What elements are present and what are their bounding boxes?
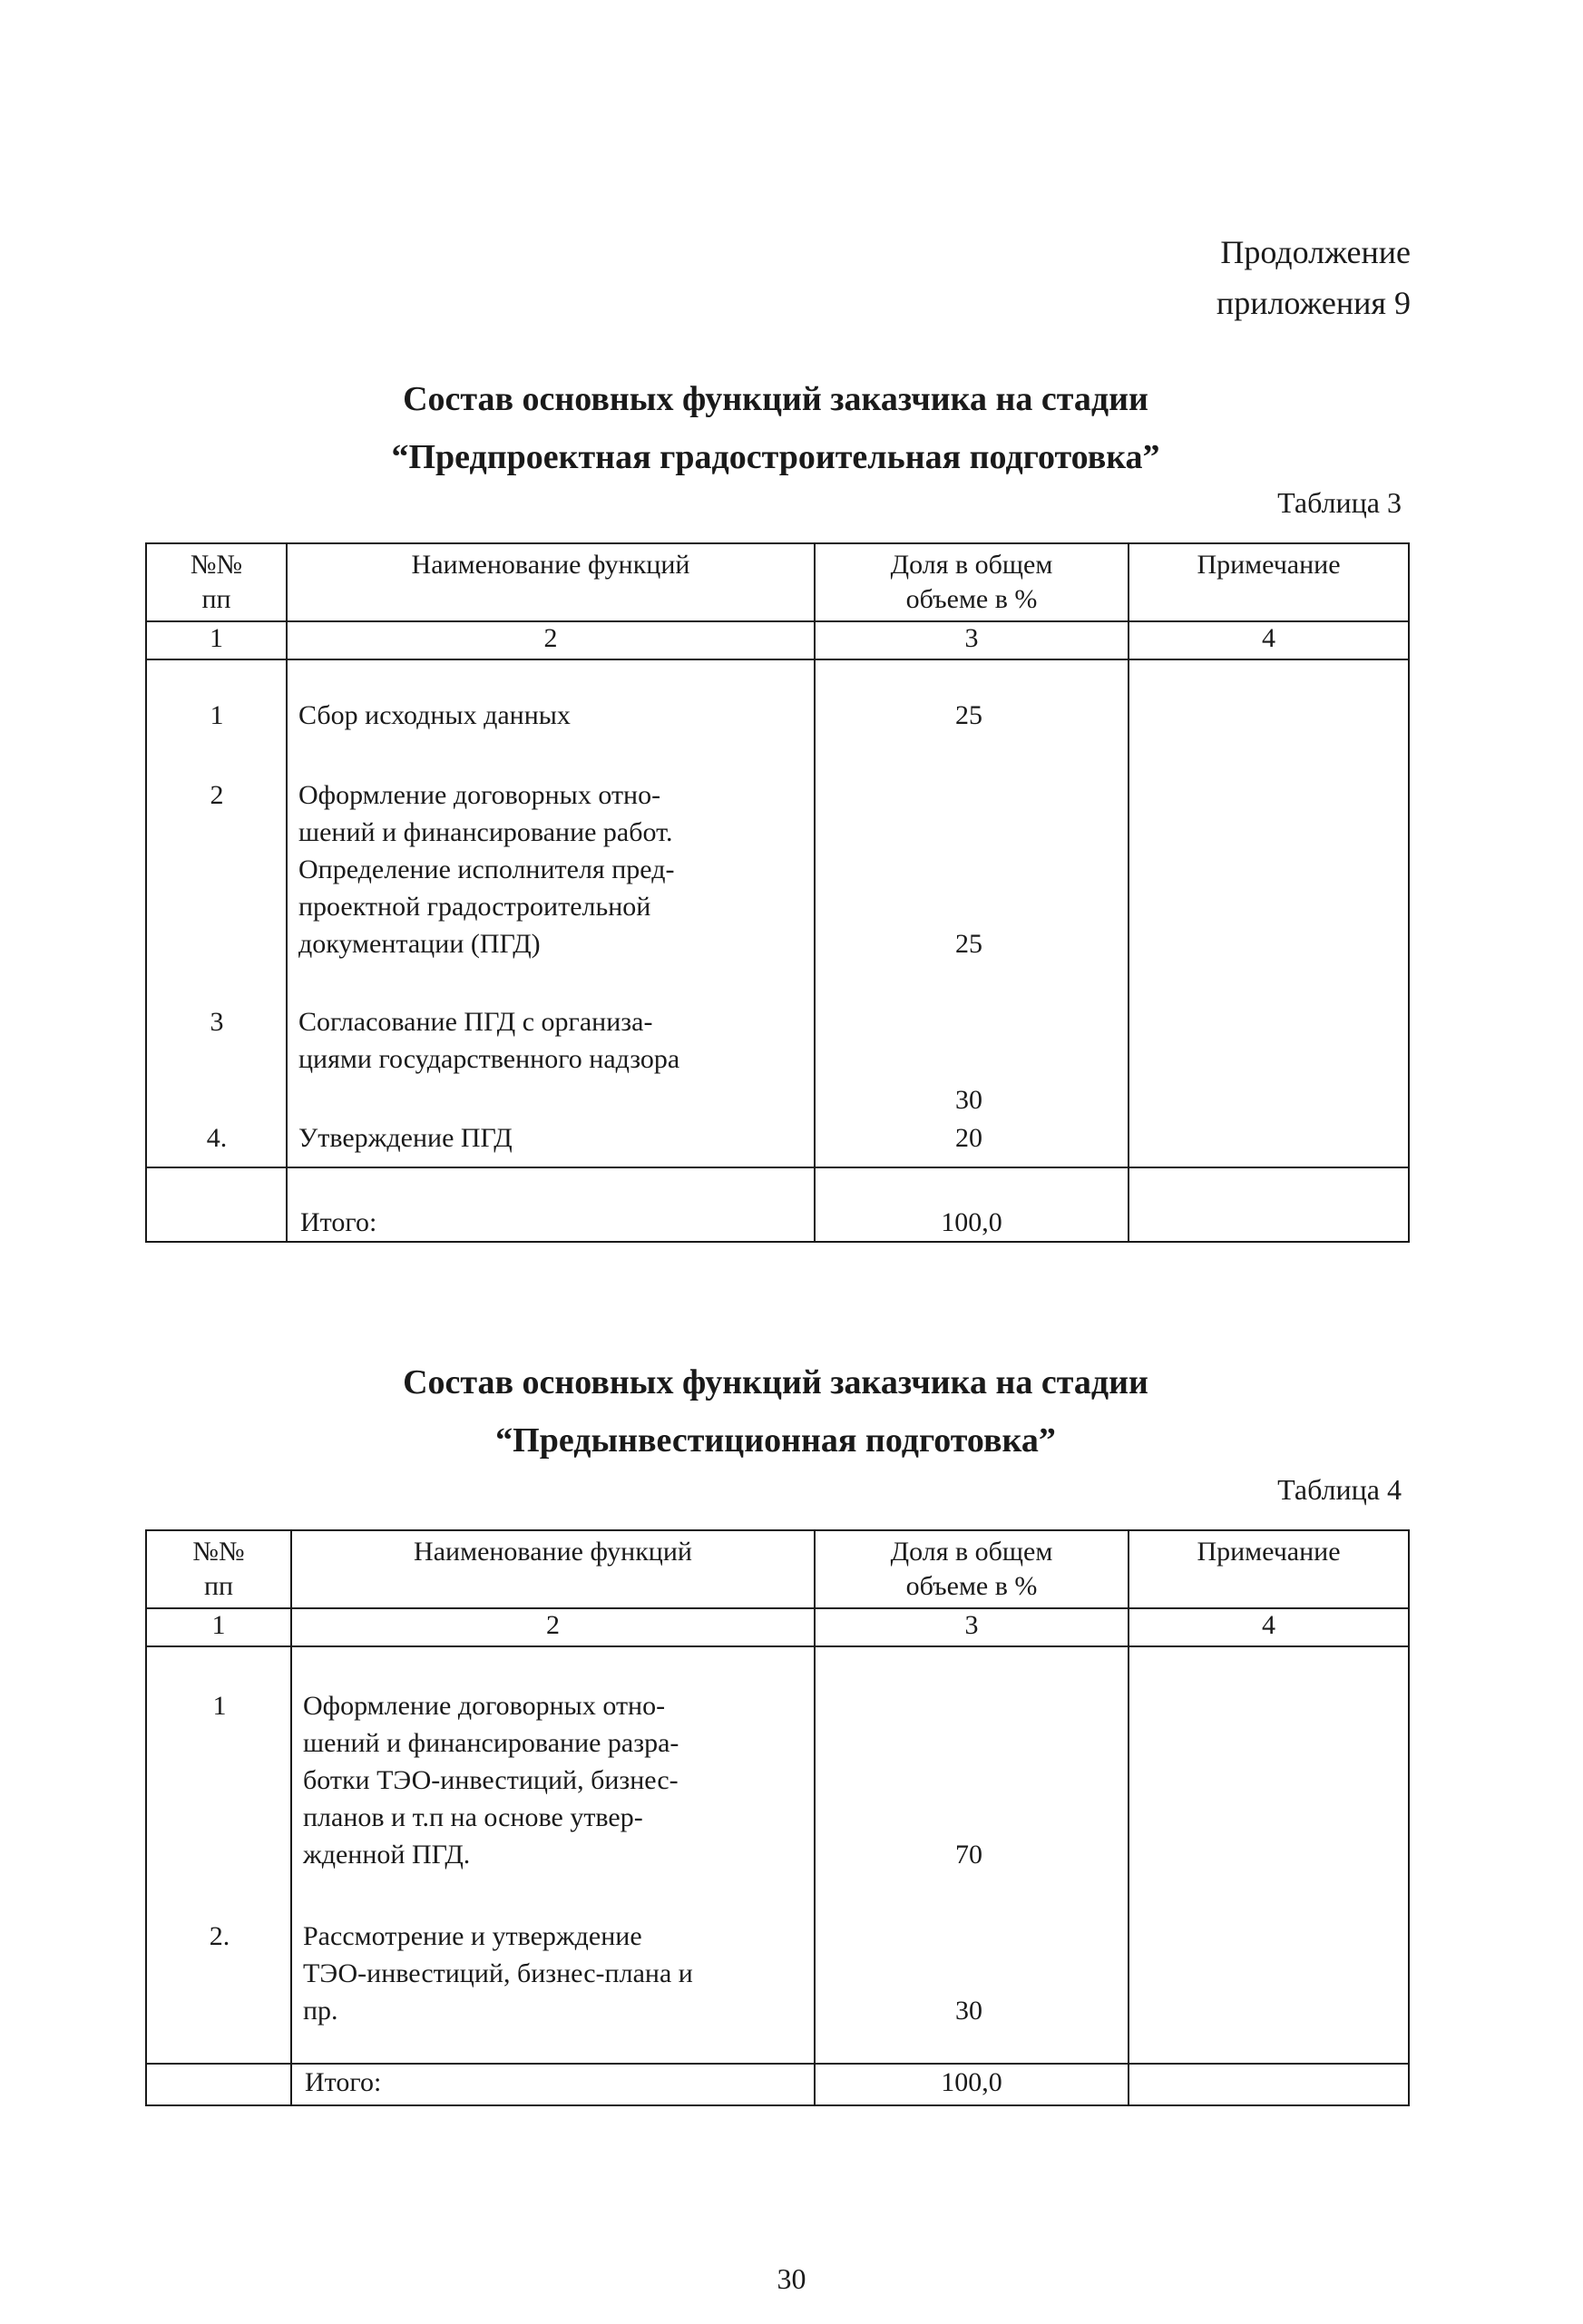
table-row-share: 30 bbox=[955, 1996, 982, 2026]
table3 bbox=[145, 542, 1410, 1243]
table-row-name: Согласование ПГД с организа- bbox=[298, 1007, 653, 1037]
table3-body-row bbox=[146, 659, 1409, 1167]
table-row-num: 1 bbox=[210, 700, 224, 730]
colnum-1: 1 bbox=[146, 621, 287, 659]
header-share-line2: объеме в % bbox=[905, 1571, 1038, 1601]
table3-total-note bbox=[1129, 1167, 1409, 1242]
table4-body-name bbox=[291, 1646, 815, 2064]
table-row-name: Утверждение ПГД bbox=[298, 1123, 513, 1153]
table-row-num: 3 bbox=[210, 1007, 224, 1037]
table-row-num: 4. bbox=[206, 1123, 228, 1153]
table3-title-line2: “Предпроектная градостроительная подготовка” bbox=[391, 438, 1160, 476]
table-row-share: 25 bbox=[955, 929, 982, 959]
table4-title-line2: “Предынвестиционная подготовка” bbox=[495, 1421, 1056, 1460]
table-row-name: ботки ТЭО-инвестиций, бизнес- bbox=[303, 1765, 679, 1795]
table3-column-numbers bbox=[146, 621, 1409, 659]
table4-label: Таблица 4 bbox=[1277, 1473, 1402, 1506]
continuation-note bbox=[1217, 227, 1411, 328]
table3-header-row bbox=[146, 543, 1409, 621]
table3-header-name: Наименование функций bbox=[287, 543, 815, 621]
table-row-name: циями государственного надзора bbox=[298, 1044, 680, 1074]
table-row-name: ТЭО-инвестиций, бизнес-плана и bbox=[303, 1958, 693, 1988]
table3-total-num bbox=[146, 1167, 287, 1242]
header-share-line1: Доля в общем bbox=[890, 1537, 1053, 1567]
table4-header-name: Наименование функций bbox=[291, 1530, 815, 1608]
colnum-4: 4 bbox=[1129, 1608, 1409, 1646]
table4-title-line1: Состав основных функций заказчика на стадии bbox=[403, 1363, 1148, 1401]
table4-header-row bbox=[146, 1530, 1409, 1608]
table4 bbox=[145, 1529, 1410, 2106]
table4-total-num bbox=[146, 2064, 291, 2105]
table3-title bbox=[145, 370, 1406, 486]
table-row-name: проектной градостроительной bbox=[298, 892, 651, 922]
header-num-line1: №№ bbox=[190, 550, 243, 580]
table4-total-row bbox=[146, 2064, 1409, 2105]
table3-header-num bbox=[146, 543, 287, 621]
table-row-name: шений и финансирование разра- bbox=[303, 1728, 679, 1758]
table-row-name: Определение исполнителя пред- bbox=[298, 854, 675, 884]
table-row-name: планов и т.п на основе утвер- bbox=[303, 1802, 643, 1832]
table-row-share: 70 bbox=[955, 1840, 982, 1870]
table-row-num: 2. bbox=[209, 1921, 230, 1951]
table4-total-note bbox=[1129, 2064, 1409, 2105]
colnum-4: 4 bbox=[1129, 621, 1409, 659]
table4-body-num bbox=[146, 1646, 291, 2064]
table3-total-label: Итого: bbox=[287, 1167, 815, 1242]
table-row-name: документации (ПГД) bbox=[298, 929, 541, 959]
table3-body-num bbox=[146, 659, 287, 1167]
table4-title bbox=[145, 1353, 1406, 1470]
table-row-num: 2 bbox=[210, 780, 224, 810]
table-row-name: Оформление договорных отно- bbox=[303, 1691, 666, 1721]
table-row-name: Рассмотрение и утверждение bbox=[303, 1921, 642, 1951]
page-number: 30 bbox=[777, 2262, 806, 2295]
table-row-share: 20 bbox=[955, 1123, 982, 1153]
colnum-1: 1 bbox=[146, 1608, 291, 1646]
table-row-name: жденной ПГД. bbox=[303, 1840, 471, 1870]
table-row-name: Сбор исходных данных bbox=[298, 700, 571, 730]
table3-label: Таблица 3 bbox=[1277, 486, 1402, 519]
table3-header-share bbox=[815, 543, 1129, 621]
table-row-name: пр. bbox=[303, 1996, 338, 2026]
header-num-line2: пп bbox=[201, 584, 231, 614]
table4-body-row bbox=[146, 1646, 1409, 2064]
table4-total-label: Итого: bbox=[291, 2064, 815, 2105]
table4-body-note bbox=[1129, 1646, 1409, 2064]
header-num-line2: пп bbox=[203, 1571, 234, 1601]
table-row-share: 25 bbox=[955, 700, 982, 730]
table3-total-value: 100,0 bbox=[815, 1167, 1129, 1242]
table-row-name: шений и финансирование работ. bbox=[298, 817, 673, 847]
table3-title-line1: Состав основных функций заказчика на стадии bbox=[403, 380, 1148, 418]
table3-body-note bbox=[1129, 659, 1409, 1167]
colnum-3: 3 bbox=[815, 1608, 1129, 1646]
table4-header-share bbox=[815, 1530, 1129, 1608]
table3-header-note: Примечание bbox=[1129, 543, 1409, 621]
table3-body-share bbox=[815, 659, 1129, 1167]
table-row-num: 1 bbox=[212, 1691, 227, 1721]
table4-header-note: Примечание bbox=[1129, 1530, 1409, 1608]
table3-body-name bbox=[287, 659, 815, 1167]
table4-total-value: 100,0 bbox=[815, 2064, 1129, 2105]
table4-body-share bbox=[815, 1646, 1129, 2064]
table4-column-numbers bbox=[146, 1608, 1409, 1646]
colnum-3: 3 bbox=[815, 621, 1129, 659]
table-row-name: Оформление договорных отно- bbox=[298, 780, 661, 810]
table3-total-row bbox=[146, 1167, 1409, 1242]
colnum-2: 2 bbox=[291, 1608, 815, 1646]
header-num-line1: №№ bbox=[192, 1537, 245, 1567]
header-share-line2: объеме в % bbox=[905, 584, 1038, 614]
continuation-line1: Продолжение bbox=[1220, 234, 1411, 270]
header-share-line1: Доля в общем bbox=[890, 550, 1053, 580]
continuation-line2: приложения 9 bbox=[1216, 285, 1411, 321]
colnum-2: 2 bbox=[287, 621, 815, 659]
table4-header-num bbox=[146, 1530, 291, 1608]
table-row-share: 30 bbox=[955, 1085, 982, 1115]
